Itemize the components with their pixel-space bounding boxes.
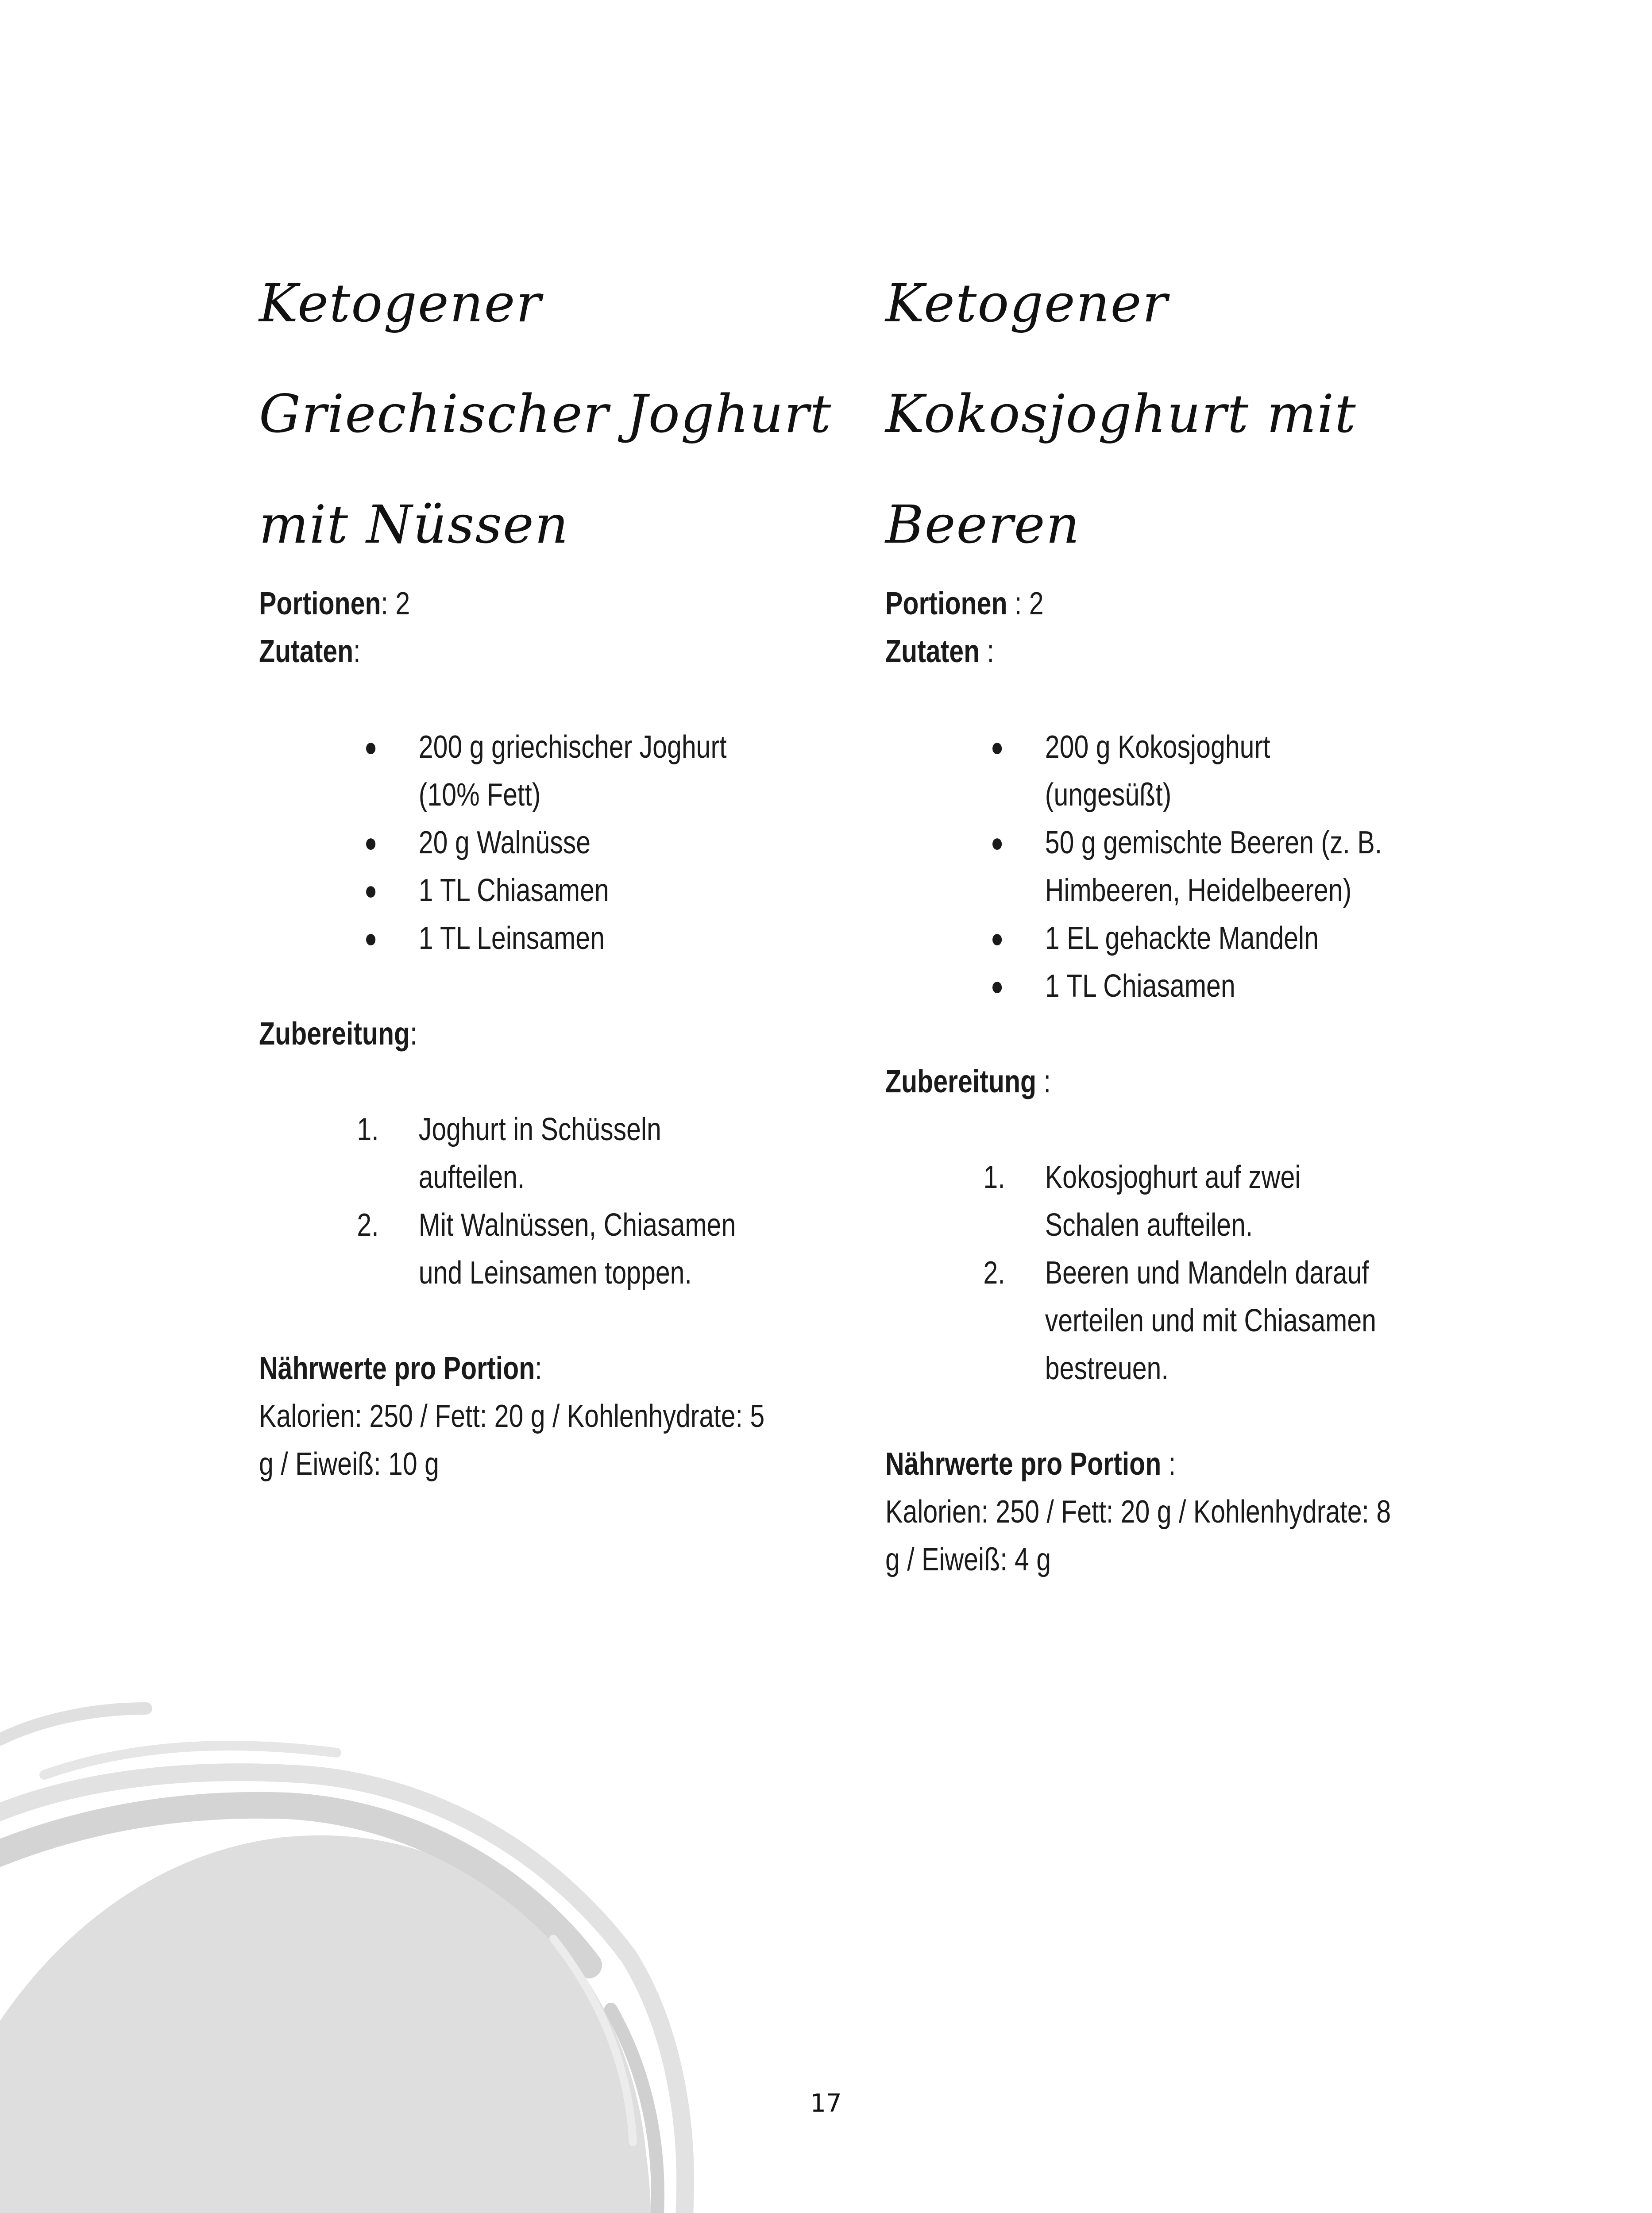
nutrition-text: Kalorien: 250 / Fett: 20 g / Kohlenhydrate: 5 g / Eiweiß: 10 g — [259, 1399, 765, 1482]
portions-label: Portionen — [885, 586, 1007, 621]
list-item — [885, 962, 1401, 1010]
step-number: 1. — [357, 1112, 379, 1147]
bullet-icon: ● — [990, 971, 1004, 1001]
preparation-suffix: : — [410, 1016, 417, 1052]
nutrition-label: Nährwerte pro Portion — [259, 1351, 535, 1386]
step-text: Mit Walnüssen, Chiasamen und Leinsamen toppen. — [418, 1207, 736, 1291]
recipe-right — [885, 248, 1417, 1584]
recipe-meta — [885, 580, 1401, 675]
list-item — [259, 867, 774, 914]
ingredients-suffix: : — [980, 634, 994, 669]
bullet-icon: ● — [990, 828, 1004, 857]
list-item — [885, 1153, 1401, 1249]
ingredients-label: Zutaten — [259, 634, 354, 669]
recipe-body — [259, 580, 774, 1488]
portions-line — [259, 580, 774, 628]
bullet-icon: ● — [990, 732, 1004, 762]
list-item — [885, 1249, 1401, 1392]
page-number: 17 — [810, 2089, 842, 2118]
ingredient-text: 200 g Kokosjoghurt (ungesüßt) — [1045, 729, 1270, 813]
list-item — [885, 914, 1401, 962]
step-text: Beeren und Mandeln darauf verteilen und mit Chiasamen bestreuen. — [1045, 1255, 1377, 1386]
step-number: 1. — [983, 1160, 1005, 1195]
nutrition-suffix: : — [1161, 1446, 1176, 1482]
recipe-title — [885, 248, 1417, 580]
bullet-icon: ● — [364, 828, 378, 857]
recipe-title-line-1: Ketogener — [259, 273, 542, 334]
ingredients-list — [259, 723, 774, 962]
ingredients-suffix: : — [353, 634, 361, 669]
step-text: Joghurt in Schüsseln aufteilen. — [418, 1112, 661, 1195]
preparation-heading — [885, 1058, 1401, 1106]
nutrition-label: Nährwerte pro Portion — [885, 1446, 1162, 1482]
ingredients-heading — [259, 628, 774, 675]
bullet-icon: ● — [990, 923, 1004, 953]
preparation-suffix: : — [1036, 1064, 1051, 1099]
recipe-title-line-3: mit Nüssen — [259, 494, 569, 555]
list-item — [259, 723, 774, 819]
list-item — [259, 1201, 774, 1297]
recipe-title — [259, 248, 832, 580]
list-item — [259, 819, 774, 867]
ingredients-heading — [885, 628, 1401, 675]
brush-circle-decoration — [0, 1691, 708, 2213]
list-item — [259, 914, 774, 962]
ingredient-text: 1 EL gehackte Mandeln — [1045, 921, 1319, 956]
nutrition-heading — [259, 1345, 774, 1392]
ingredients-list — [885, 723, 1401, 1010]
ingredient-text: 200 g griechischer Joghurt (10% Fett) — [418, 729, 727, 813]
step-number: 2. — [357, 1207, 379, 1243]
recipe-body — [885, 580, 1401, 1584]
bullet-icon: ● — [364, 923, 378, 953]
ingredient-text: 50 g gemischte Beeren (z. B. Himbeeren, Heidelbeeren) — [1045, 825, 1382, 908]
recipe-title-line-1: Ketogener — [885, 273, 1168, 334]
preparation-steps — [885, 1153, 1401, 1392]
nutrition-heading — [885, 1440, 1401, 1488]
recipe-title-line-2: Kokosjoghurt mit — [885, 383, 1357, 444]
list-item — [259, 1106, 774, 1201]
nutrition-suffix: : — [535, 1351, 542, 1386]
list-item — [885, 723, 1401, 819]
nutrition-text: Kalorien: 250 / Fett: 20 g / Kohlenhydrate: 8 g / Eiweiß: 4 g — [885, 1494, 1391, 1577]
portions-value: : 2 — [1007, 586, 1044, 621]
ingredients-label: Zutaten — [885, 634, 980, 669]
ingredient-text: 1 TL Leinsamen — [418, 921, 605, 956]
preparation-label: Zubereitung — [259, 1016, 410, 1052]
recipe-title-line-2: Griechischer Joghurt — [259, 383, 832, 444]
step-number: 2. — [983, 1255, 1005, 1291]
ingredient-text: 1 TL Chiasamen — [418, 873, 609, 908]
preparation-label: Zubereitung — [885, 1064, 1037, 1099]
bullet-icon: ● — [364, 732, 378, 762]
recipe-title-line-3: Beeren — [885, 494, 1081, 555]
recipe-left — [259, 248, 832, 1488]
ingredient-text: 1 TL Chiasamen — [1045, 968, 1235, 1004]
step-text: Kokosjoghurt auf zwei Schalen aufteilen. — [1045, 1160, 1301, 1243]
bullet-icon: ● — [364, 875, 378, 905]
preparation-heading — [259, 1010, 774, 1058]
portions-label: Portionen — [259, 586, 381, 621]
nutrition-block — [259, 1345, 774, 1488]
recipe-meta — [259, 580, 774, 675]
nutrition-block — [885, 1440, 1401, 1584]
list-item — [885, 819, 1401, 914]
portions-value: : 2 — [381, 586, 410, 621]
preparation-steps — [259, 1106, 774, 1297]
portions-line — [885, 580, 1401, 628]
ingredient-text: 20 g Walnüsse — [418, 825, 591, 860]
